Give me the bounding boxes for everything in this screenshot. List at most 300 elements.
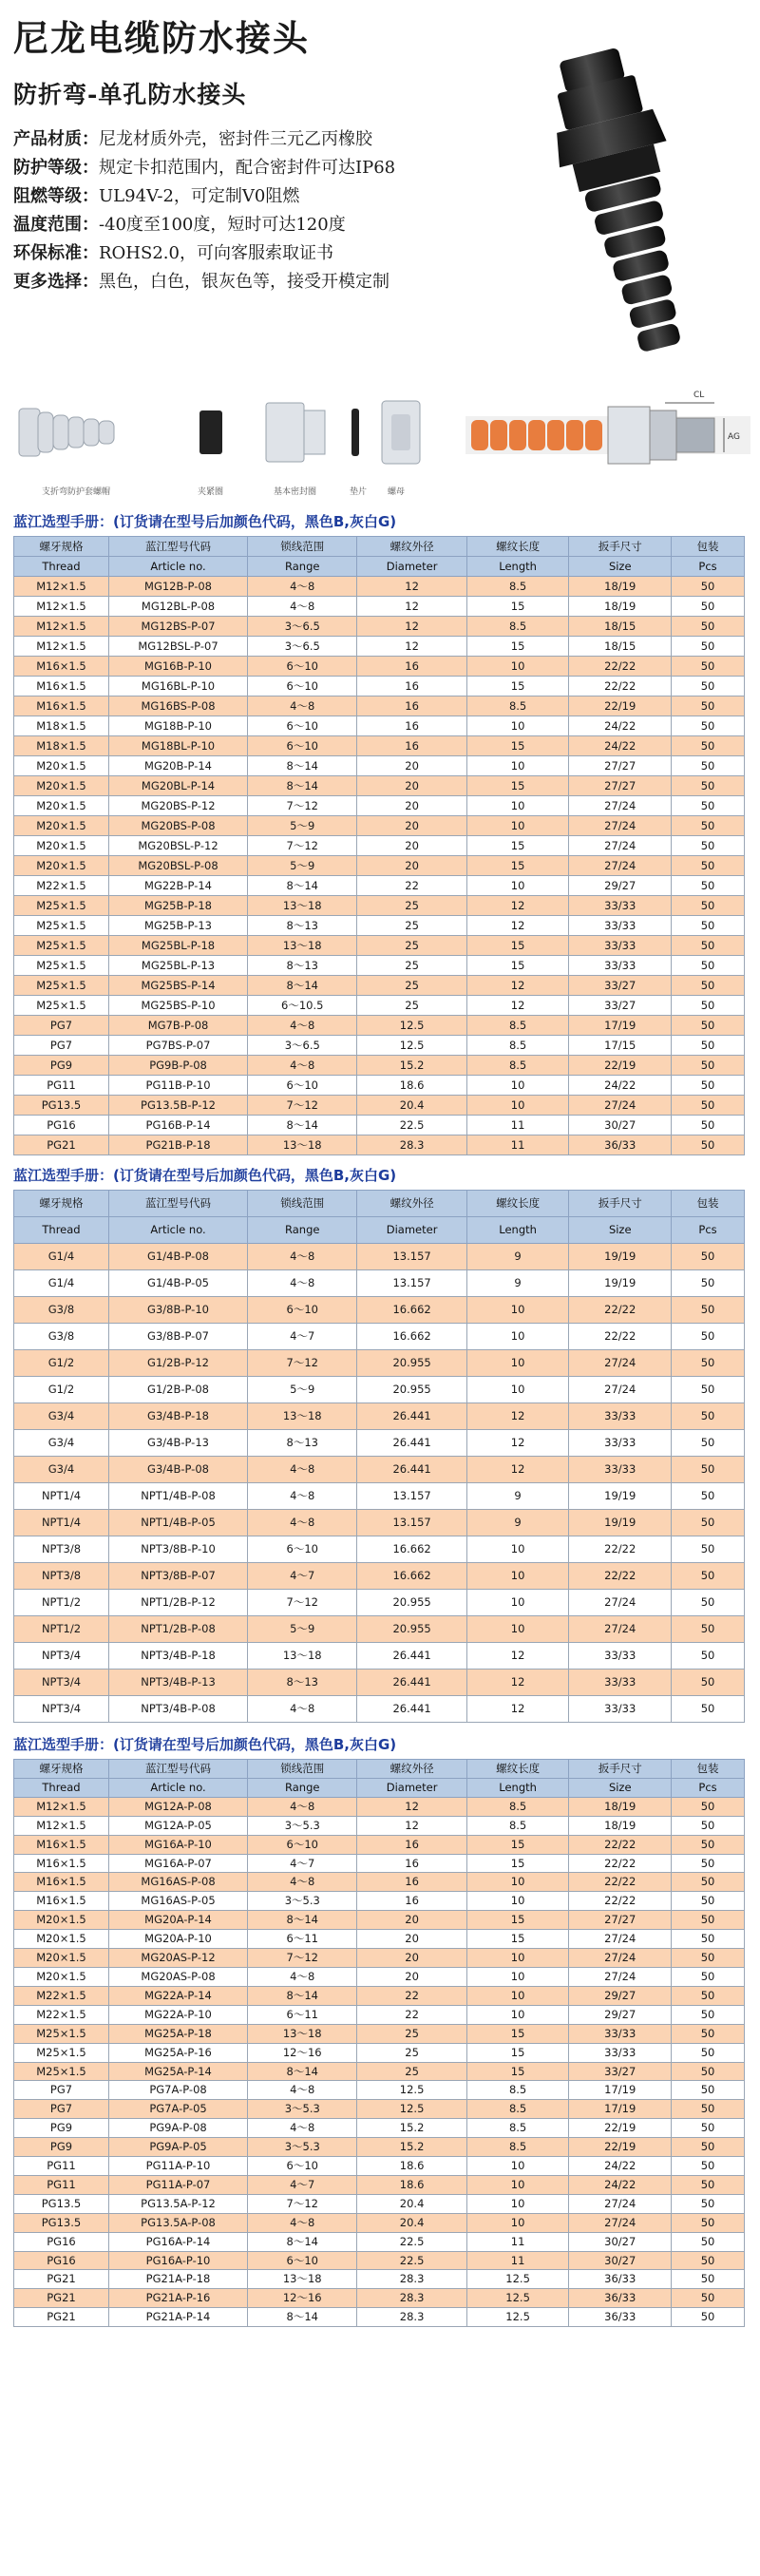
pcs-cell: 50 [672, 1510, 745, 1536]
spec-label: 产品材质： [13, 129, 99, 149]
table-row [14, 876, 745, 896]
diameter-cell: 26.441 [357, 1457, 466, 1483]
thread-cell: PG16 [14, 2251, 109, 2270]
table-row [14, 1930, 745, 1949]
size-cell: 18/19 [569, 597, 672, 617]
length-cell: 15 [466, 2024, 569, 2043]
table-row [14, 1510, 745, 1536]
section-title: 蓝江选型手册：(订货请在型号后加颜色代码，黑色B,灰白G) [13, 1736, 397, 1753]
length-cell: 15 [466, 1854, 569, 1873]
size-cell: 22/19 [569, 2119, 672, 2138]
length-cell: 12.5 [466, 2308, 569, 2327]
length-cell: 15 [466, 936, 569, 956]
article-cell: PG16A-P-14 [108, 2232, 247, 2251]
range-cell: 5～9 [248, 1616, 357, 1643]
range-cell: 6～10 [248, 716, 357, 736]
range-cell: 7～12 [248, 796, 357, 816]
article-cell: MG20BL-P-14 [108, 776, 247, 796]
diameter-cell: 16.662 [357, 1536, 466, 1563]
length-cell: 8.5 [466, 696, 569, 716]
length-cell: 10 [466, 1563, 569, 1590]
pcs-cell: 50 [672, 2251, 745, 2270]
thread-cell: M16×1.5 [14, 1835, 109, 1854]
diameter-cell: 25 [357, 2043, 466, 2062]
thread-cell: M20×1.5 [14, 816, 109, 836]
article-cell: PG13.5A-P-08 [108, 2213, 247, 2232]
diameter-cell: 25 [357, 956, 466, 976]
diameter-cell: 12.5 [357, 1036, 466, 1056]
pcs-cell: 50 [672, 816, 745, 836]
table-row [14, 1967, 745, 1986]
thread-cell: M25×1.5 [14, 976, 109, 996]
length-cell: 15 [466, 1835, 569, 1854]
diameter-cell: 20 [357, 796, 466, 816]
size-cell: 18/15 [569, 617, 672, 637]
size-cell: 24/22 [569, 716, 672, 736]
length-cell: 8.5 [466, 2119, 569, 2138]
diameter-cell: 20.4 [357, 2194, 466, 2213]
table-row [14, 2043, 745, 2062]
size-cell: 33/33 [569, 936, 672, 956]
pcs-cell: 50 [672, 2005, 745, 2024]
length-cell: 9 [466, 1244, 569, 1270]
article-cell: NPT3/8B-P-10 [108, 1536, 247, 1563]
article-cell: MG12BS-P-07 [108, 617, 247, 637]
spec-label: 环保标准： [13, 243, 99, 263]
diameter-cell: 20.4 [357, 2213, 466, 2232]
range-cell: 4～8 [248, 1873, 357, 1892]
article-cell: PG13.5B-P-12 [108, 1096, 247, 1116]
length-cell: 10 [466, 1350, 569, 1377]
size-cell: 22/22 [569, 1854, 672, 1873]
length-cell: 10 [466, 1967, 569, 1986]
pcs-cell: 50 [672, 1036, 745, 1056]
thread-cell: M12×1.5 [14, 597, 109, 617]
thread-cell: M20×1.5 [14, 796, 109, 816]
thread-cell: PG11 [14, 2157, 109, 2176]
length-cell: 15 [466, 856, 569, 876]
article-cell: MG16A-P-07 [108, 1854, 247, 1873]
diameter-cell: 26.441 [357, 1696, 466, 1723]
thread-cell: M16×1.5 [14, 1854, 109, 1873]
table-row [14, 2232, 745, 2251]
diameter-cell: 20 [357, 756, 466, 776]
table-row [14, 1457, 745, 1483]
table-row [14, 1244, 745, 1270]
length-cell: 10 [466, 1873, 569, 1892]
range-cell: 4～7 [248, 1324, 357, 1350]
article-cell: NPT1/4B-P-08 [108, 1483, 247, 1510]
thread-cell: M25×1.5 [14, 2062, 109, 2081]
column-header: Pcs [672, 1778, 745, 1797]
size-cell: 27/27 [569, 776, 672, 796]
article-cell: MG20AS-P-08 [108, 1967, 247, 1986]
pcs-cell: 50 [672, 677, 745, 696]
column-header: 螺纹长度 [466, 537, 569, 557]
pcs-cell: 50 [672, 1816, 745, 1835]
table-section [0, 1728, 760, 2327]
diameter-cell: 16 [357, 657, 466, 677]
diameter-cell: 13.157 [357, 1483, 466, 1510]
table-row [14, 2289, 745, 2308]
table-row [14, 1536, 745, 1563]
pcs-cell: 50 [672, 1324, 745, 1350]
table-row [14, 1986, 745, 2005]
table-row [14, 776, 745, 796]
pcs-cell: 50 [672, 1536, 745, 1563]
size-cell: 27/24 [569, 1350, 672, 1377]
range-cell: 4～8 [248, 1016, 357, 1036]
size-cell: 33/33 [569, 1696, 672, 1723]
table-row [14, 2251, 745, 2270]
pcs-cell: 50 [672, 1270, 745, 1297]
thread-cell: M12×1.5 [14, 577, 109, 597]
size-cell: 18/19 [569, 577, 672, 597]
range-cell: 6～10 [248, 1297, 357, 1324]
pcs-cell: 50 [672, 1350, 745, 1377]
range-cell: 8～14 [248, 2308, 357, 2327]
table-row [14, 1096, 745, 1116]
table-row [14, 1324, 745, 1350]
pcs-cell: 50 [672, 1377, 745, 1403]
thread-cell: G3/8 [14, 1324, 109, 1350]
table-row [14, 796, 745, 816]
diameter-cell: 28.3 [357, 1135, 466, 1155]
size-cell: 22/22 [569, 657, 672, 677]
range-cell: 13～18 [248, 1643, 357, 1670]
thread-cell: PG11 [14, 1076, 109, 1096]
column-header: 锁线范围 [248, 537, 357, 557]
size-cell: 24/22 [569, 2175, 672, 2194]
length-cell: 15 [466, 836, 569, 856]
column-header: Article no. [108, 1778, 247, 1797]
diameter-cell: 16 [357, 1892, 466, 1911]
range-cell: 13～18 [248, 936, 357, 956]
column-header: Article no. [108, 557, 247, 577]
article-cell: MG20BS-P-08 [108, 816, 247, 836]
diameter-cell: 22.5 [357, 1116, 466, 1135]
range-cell: 7～12 [248, 1350, 357, 1377]
article-cell: PG9A-P-05 [108, 2138, 247, 2157]
article-cell: PG21A-P-14 [108, 2308, 247, 2327]
article-cell: NPT3/4B-P-13 [108, 1670, 247, 1696]
range-cell: 4～8 [248, 597, 357, 617]
spec-flame [13, 182, 395, 211]
diameter-cell: 12.5 [357, 2081, 466, 2100]
range-cell: 3～5.3 [248, 1816, 357, 1835]
article-cell: MG20BSL-P-08 [108, 856, 247, 876]
length-cell: 8.5 [466, 1036, 569, 1056]
diameter-cell: 13.157 [357, 1510, 466, 1536]
size-cell: 24/22 [569, 2157, 672, 2176]
pcs-cell: 50 [672, 1076, 745, 1096]
length-cell: 12 [466, 916, 569, 936]
article-cell: PG9A-P-08 [108, 2119, 247, 2138]
table-row [14, 1403, 745, 1430]
column-header: Diameter [357, 557, 466, 577]
pcs-cell: 50 [672, 956, 745, 976]
article-cell: MG25BS-P-14 [108, 976, 247, 996]
table-row [14, 1076, 745, 1096]
length-cell: 10 [466, 816, 569, 836]
pcs-cell: 50 [672, 1457, 745, 1483]
diameter-cell: 20 [357, 836, 466, 856]
range-cell: 8～13 [248, 916, 357, 936]
range-cell: 13～18 [248, 1135, 357, 1155]
diameter-cell: 20 [357, 1930, 466, 1949]
thread-cell: M12×1.5 [14, 637, 109, 657]
size-cell: 27/24 [569, 816, 672, 836]
range-cell: 4～7 [248, 1563, 357, 1590]
article-cell: NPT3/4B-P-08 [108, 1696, 247, 1723]
range-cell: 4～8 [248, 2081, 357, 2100]
size-cell: 22/22 [569, 677, 672, 696]
article-cell: MG18B-P-10 [108, 716, 247, 736]
selection-table [13, 1759, 745, 2327]
diameter-cell: 22 [357, 1986, 466, 2005]
pcs-cell: 50 [672, 1483, 745, 1510]
length-cell: 8.5 [466, 2138, 569, 2157]
thread-cell: NPT1/2 [14, 1590, 109, 1616]
diameter-cell: 25 [357, 996, 466, 1016]
spec-value: ROHS2.0，可向客服索取证书 [99, 243, 333, 263]
length-cell: 10 [466, 1616, 569, 1643]
table-row [14, 1116, 745, 1135]
range-cell: 8～14 [248, 756, 357, 776]
table-row [14, 756, 745, 776]
thread-cell: PG7 [14, 2081, 109, 2100]
diameter-cell: 12 [357, 1797, 466, 1816]
length-cell: 15 [466, 956, 569, 976]
pcs-cell: 50 [672, 1430, 745, 1457]
table-row [14, 916, 745, 936]
column-header: Range [248, 1217, 357, 1244]
table-row [14, 1696, 745, 1723]
pcs-cell: 50 [672, 1403, 745, 1430]
table-row [14, 1816, 745, 1835]
size-cell: 30/27 [569, 2232, 672, 2251]
thread-cell: M25×1.5 [14, 936, 109, 956]
article-cell: MG16BS-P-08 [108, 696, 247, 716]
range-cell: 4～8 [248, 1457, 357, 1483]
length-cell: 12 [466, 996, 569, 1016]
range-cell: 3～5.3 [248, 2138, 357, 2157]
length-cell: 10 [466, 1986, 569, 2005]
table-row [14, 1056, 745, 1076]
column-header: Size [569, 1778, 672, 1797]
range-cell: 5～9 [248, 816, 357, 836]
thread-cell: NPT3/8 [14, 1536, 109, 1563]
length-cell: 10 [466, 2194, 569, 2213]
length-cell: 10 [466, 1590, 569, 1616]
pcs-cell: 50 [672, 2232, 745, 2251]
spec-value: -40度至100度，短时可达120度 [99, 215, 346, 235]
range-cell: 3～6.5 [248, 637, 357, 657]
size-cell: 22/22 [569, 1835, 672, 1854]
pcs-cell: 50 [672, 2081, 745, 2100]
pcs-cell: 50 [672, 2270, 745, 2289]
diameter-cell: 20 [357, 816, 466, 836]
table-row [14, 1643, 745, 1670]
part-caption: 夹紧圈 [198, 487, 224, 497]
size-cell: 27/24 [569, 1616, 672, 1643]
diameter-cell: 20 [357, 1967, 466, 1986]
table-section [0, 1159, 760, 1723]
diameter-cell: 22 [357, 876, 466, 896]
selection-table [13, 536, 745, 1155]
length-cell: 15 [466, 677, 569, 696]
length-cell: 15 [466, 776, 569, 796]
length-cell: 8.5 [466, 2081, 569, 2100]
thread-cell: M20×1.5 [14, 756, 109, 776]
table-row [14, 1854, 745, 1873]
thread-cell: PG21 [14, 1135, 109, 1155]
table-row [14, 1036, 745, 1056]
diameter-cell: 16 [357, 716, 466, 736]
diameter-cell: 16 [357, 696, 466, 716]
pcs-cell: 50 [672, 1967, 745, 1986]
pcs-cell: 50 [672, 1616, 745, 1643]
size-cell: 27/24 [569, 1967, 672, 1986]
table-section [0, 506, 760, 1155]
range-cell: 4～8 [248, 2119, 357, 2138]
part-caption: 基本密封圈 [274, 487, 317, 497]
table-row [14, 2175, 745, 2194]
thread-cell: G3/4 [14, 1430, 109, 1457]
size-cell: 19/19 [569, 1270, 672, 1297]
size-cell: 22/22 [569, 1297, 672, 1324]
diameter-cell: 12 [357, 1816, 466, 1835]
column-header: 扳手尺寸 [569, 1191, 672, 1217]
size-cell: 27/24 [569, 2194, 672, 2213]
size-cell: 27/27 [569, 756, 672, 776]
article-cell: MG25B-P-13 [108, 916, 247, 936]
article-cell: MG25A-P-14 [108, 2062, 247, 2081]
size-cell: 27/24 [569, 1377, 672, 1403]
table-row [14, 1270, 745, 1297]
diameter-cell: 12 [357, 637, 466, 657]
article-cell: MG25BL-P-18 [108, 936, 247, 956]
spec-options [13, 268, 395, 296]
spec-value: 规定卡扣范围内，配合密封件可达IP68 [99, 158, 396, 178]
size-cell: 27/24 [569, 1590, 672, 1616]
thread-cell: M20×1.5 [14, 776, 109, 796]
thread-cell: NPT3/8 [14, 1563, 109, 1590]
size-cell: 22/22 [569, 1873, 672, 1892]
diameter-cell: 20 [357, 856, 466, 876]
pcs-cell: 50 [672, 2194, 745, 2213]
pcs-cell: 50 [672, 2138, 745, 2157]
size-cell: 30/27 [569, 1116, 672, 1135]
article-cell: MG20A-P-14 [108, 1911, 247, 1930]
article-cell: PG11A-P-10 [108, 2157, 247, 2176]
size-cell: 33/33 [569, 916, 672, 936]
size-cell: 22/22 [569, 1892, 672, 1911]
spec-list [13, 125, 395, 296]
diameter-cell: 20.955 [357, 1350, 466, 1377]
diameter-cell: 15.2 [357, 2119, 466, 2138]
thread-cell: G3/4 [14, 1403, 109, 1430]
pcs-cell: 50 [672, 1986, 745, 2005]
column-header: 包装 [672, 537, 745, 557]
size-cell: 17/15 [569, 1036, 672, 1056]
diameter-cell: 28.3 [357, 2270, 466, 2289]
diameter-cell: 12 [357, 617, 466, 637]
range-cell: 8～13 [248, 956, 357, 976]
size-cell: 27/24 [569, 856, 672, 876]
table-row [14, 1590, 745, 1616]
thread-cell: M20×1.5 [14, 1911, 109, 1930]
pcs-cell: 50 [672, 2157, 745, 2176]
length-cell: 10 [466, 1892, 569, 1911]
thread-cell: NPT1/4 [14, 1483, 109, 1510]
range-cell: 6～11 [248, 2005, 357, 2024]
diameter-cell: 18.6 [357, 2175, 466, 2194]
thread-cell: M12×1.5 [14, 1797, 109, 1816]
pcs-cell: 50 [672, 876, 745, 896]
thread-cell: M18×1.5 [14, 716, 109, 736]
pcs-cell: 50 [672, 1135, 745, 1155]
diameter-cell: 15.2 [357, 1056, 466, 1076]
diameter-cell: 12 [357, 577, 466, 597]
column-header: 螺牙规格 [14, 537, 109, 557]
pcs-cell: 50 [672, 2100, 745, 2119]
table-row [14, 956, 745, 976]
article-cell: NPT3/8B-P-07 [108, 1563, 247, 1590]
column-header: Article no. [108, 1217, 247, 1244]
pcs-cell: 50 [672, 2062, 745, 2081]
size-cell: 24/22 [569, 736, 672, 756]
range-cell: 4～8 [248, 1270, 357, 1297]
length-cell: 12 [466, 976, 569, 996]
table-row [14, 1297, 745, 1324]
column-header: Thread [14, 1217, 109, 1244]
size-cell: 27/24 [569, 1930, 672, 1949]
diameter-cell: 26.441 [357, 1430, 466, 1457]
pcs-cell: 50 [672, 657, 745, 677]
hero-section [0, 0, 760, 372]
size-cell: 22/22 [569, 1536, 672, 1563]
pcs-cell: 50 [672, 736, 745, 756]
length-cell: 11 [466, 1135, 569, 1155]
table-row [14, 2119, 745, 2138]
range-cell: 8～14 [248, 976, 357, 996]
column-header: 锁线范围 [248, 1191, 357, 1217]
size-cell: 27/24 [569, 836, 672, 856]
range-cell: 4～8 [248, 1797, 357, 1816]
range-cell: 3～6.5 [248, 1036, 357, 1056]
table-header-row [14, 1778, 745, 1797]
diameter-cell: 20.955 [357, 1590, 466, 1616]
article-cell: PG21A-P-16 [108, 2289, 247, 2308]
length-cell: 15 [466, 637, 569, 657]
range-cell: 7～12 [248, 1590, 357, 1616]
range-cell: 7～12 [248, 1949, 357, 1968]
table-row [14, 1949, 745, 1968]
length-cell: 10 [466, 1377, 569, 1403]
table-row [14, 2024, 745, 2043]
column-header: 包装 [672, 1760, 745, 1779]
pcs-cell: 50 [672, 2289, 745, 2308]
range-cell: 7～12 [248, 1096, 357, 1116]
article-cell: MG12BSL-P-07 [108, 637, 247, 657]
thread-cell: M22×1.5 [14, 876, 109, 896]
pcs-cell: 50 [672, 1016, 745, 1036]
pcs-cell: 50 [672, 1563, 745, 1590]
article-cell: G1/2B-P-12 [108, 1350, 247, 1377]
range-cell: 8～13 [248, 1670, 357, 1696]
article-cell: G1/2B-P-08 [108, 1377, 247, 1403]
